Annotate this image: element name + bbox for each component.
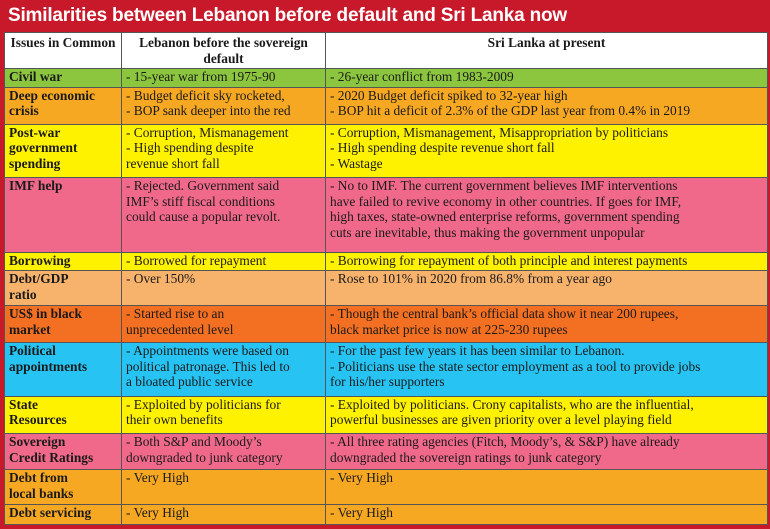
srilanka-cell-line: - Wastage — [330, 155, 383, 171]
issue-cell-line: crisis — [9, 103, 39, 119]
srilanka-cell — [326, 505, 768, 525]
lebanon-cell-line: unprecedented level — [126, 321, 234, 337]
issue-cell — [5, 434, 122, 470]
srilanka-cell-line: - No to IMF. The current government believes IMF interventions — [330, 178, 678, 194]
table-body — [5, 69, 768, 525]
srilanka-cell-line: - Corruption, Mismanagement, Misappropriation by politicians — [330, 124, 669, 140]
srilanka-cell-line: - 2020 Budget deficit spiked to 32-year high — [330, 87, 568, 103]
issue-cell-line: Post-war — [9, 124, 61, 140]
srilanka-cell — [326, 271, 768, 306]
header-srilanka-line: Sri Lanka at present — [487, 35, 606, 50]
lebanon-cell — [122, 470, 326, 505]
srilanka-cell — [326, 178, 768, 252]
lebanon-cell-line: - 15-year war from 1975-90 — [126, 69, 276, 84]
srilanka-cell-line: powerful businesses are given priority over a level playing field — [330, 412, 672, 428]
lebanon-cell-line: - Over 150% — [126, 271, 196, 287]
srilanka-cell — [326, 396, 768, 433]
srilanka-cell — [326, 87, 768, 124]
issue-cell — [5, 69, 122, 88]
lebanon-cell — [122, 87, 326, 124]
srilanka-cell-line: - BOP hit a deficit of 2.3% of the GDP last year from 0.4% in 2019 — [330, 103, 691, 119]
lebanon-cell — [122, 505, 326, 525]
lebanon-cell-line: could cause a popular revolt. — [126, 209, 281, 225]
lebanon-cell-line: - Rejected. Government said — [126, 178, 280, 194]
lebanon-cell-line: IMF’s stiff fiscal conditions — [126, 193, 275, 209]
issue-cell-line: Deep economic — [9, 87, 95, 103]
srilanka-cell-line: - Very High — [330, 470, 393, 486]
srilanka-cell-line: - Very High — [330, 505, 393, 521]
issue-cell — [5, 87, 122, 124]
lebanon-cell — [122, 124, 326, 178]
srilanka-cell-line: cuts are inevitable, thus making the government unpopular — [330, 224, 645, 240]
issue-cell-line: local banks — [9, 485, 74, 501]
lebanon-cell — [122, 271, 326, 306]
issue-cell-line: Debt/GDP — [9, 271, 69, 287]
table-row — [5, 306, 768, 343]
table-row — [5, 87, 768, 124]
srilanka-cell-line: - Rose to 101% in 2020 from 86.8% from a year ago — [330, 271, 612, 287]
issue-cell-line: Debt from — [9, 470, 68, 486]
issue-cell-line: Credit Ratings — [9, 449, 94, 465]
header-lebanon — [122, 33, 326, 69]
srilanka-cell-line: - 26-year conflict from 1983-2009 — [330, 69, 514, 84]
lebanon-cell-line: revenue short fall — [126, 155, 220, 171]
comparison-table-wrap — [4, 32, 767, 525]
table-row — [5, 343, 768, 397]
table-row — [5, 124, 768, 178]
lebanon-cell-line: - Borrowed for repayment — [126, 252, 267, 268]
table-row — [5, 252, 768, 271]
srilanka-cell-line: - Borrowing for repayment of both principle and interest payments — [330, 252, 688, 268]
lebanon-cell-line: a bloated public service — [126, 374, 253, 390]
lebanon-cell-line: - BOP sank deeper into the red — [126, 103, 291, 119]
issue-cell-line: Sovereign — [9, 434, 66, 450]
lebanon-cell-line: - Corruption, Mismanagement — [126, 124, 289, 140]
lebanon-cell-line: political patronage. This led to — [126, 358, 290, 374]
issue-cell — [5, 271, 122, 306]
issue-cell — [5, 343, 122, 397]
srilanka-cell-line: - Though the central bank’s official data show it near 200 rupees, — [330, 306, 679, 322]
lebanon-cell-line: downgraded to junk category — [126, 449, 283, 465]
header-issues-line: Common — [62, 35, 116, 50]
srilanka-cell — [326, 434, 768, 470]
issue-cell-line: appointments — [9, 358, 88, 374]
comparison-table — [4, 32, 768, 525]
header-lebanon-line: sovereign default — [203, 35, 308, 66]
issue-cell-line: Civil war — [9, 69, 63, 84]
srilanka-cell-line: downgraded the sovereign ratings to junk category — [330, 449, 602, 465]
lebanon-cell-line: - Appointments were based on — [126, 343, 289, 359]
lebanon-cell-line: - Very High — [126, 505, 189, 521]
srilanka-cell-line: - Exploited by politicians. Crony capitalists, who are the influential, — [330, 396, 694, 412]
srilanka-cell — [326, 69, 768, 88]
lebanon-cell-line: - Very High — [126, 470, 189, 486]
table-row — [5, 69, 768, 88]
srilanka-cell-line: - All three rating agencies (Fitch, Moody’s, & S&P) have already — [330, 434, 680, 450]
issue-cell-line: Political — [9, 343, 56, 359]
srilanka-cell-line: for his/her supporters — [330, 374, 445, 390]
srilanka-cell — [326, 343, 768, 397]
lebanon-cell — [122, 252, 326, 271]
issue-cell-line: IMF help — [9, 178, 63, 194]
issue-cell-line: ratio — [9, 286, 37, 302]
issue-cell — [5, 124, 122, 178]
infographic-title: Similarities between Lebanon before default and Sri Lanka now — [8, 5, 567, 26]
lebanon-cell-line: - Started rise to an — [126, 306, 225, 322]
table-row — [5, 434, 768, 470]
issue-cell — [5, 505, 122, 525]
lebanon-cell-line: - Both S&P and Moody’s — [126, 434, 262, 450]
issue-cell-line: Debt servicing — [9, 505, 92, 521]
table-row — [5, 505, 768, 525]
lebanon-cell-line: - Budget deficit sky rocketed, — [126, 87, 285, 103]
lebanon-cell — [122, 343, 326, 397]
srilanka-cell — [326, 252, 768, 271]
header-issues-line: Issues in — [10, 35, 60, 50]
srilanka-cell-line: - For the past few years it has been similar to Lebanon. — [330, 343, 625, 359]
header-srilanka — [326, 33, 768, 69]
srilanka-cell — [326, 124, 768, 178]
srilanka-cell-line: have failed to revive economy in other countries. If goes for IMF, — [330, 193, 682, 209]
header-lebanon-line: Lebanon before the — [139, 35, 251, 50]
srilanka-cell-line: high taxes, state-owned enterprise reforms, government spending — [330, 209, 680, 225]
srilanka-cell — [326, 470, 768, 505]
lebanon-cell — [122, 306, 326, 343]
lebanon-cell — [122, 396, 326, 433]
srilanka-cell-line: black market price is now at 225-230 rupees — [330, 321, 568, 337]
lebanon-cell — [122, 178, 326, 252]
issue-cell-line: government — [9, 140, 78, 156]
header-row — [5, 33, 768, 69]
issue-cell-line: Borrowing — [9, 252, 71, 268]
issue-cell — [5, 470, 122, 505]
issue-cell — [5, 178, 122, 252]
issue-cell-line: State — [9, 396, 39, 412]
srilanka-cell-line: - Politicians use the state sector employment as a tool to provide jobs — [330, 358, 701, 374]
header-issues — [5, 33, 122, 69]
issue-cell — [5, 252, 122, 271]
issue-cell-line: spending — [9, 155, 61, 171]
table-row — [5, 271, 768, 306]
lebanon-cell — [122, 69, 326, 88]
srilanka-cell — [326, 306, 768, 343]
table-row — [5, 396, 768, 433]
table-row — [5, 470, 768, 505]
table-row — [5, 178, 768, 252]
srilanka-cell-line: - High spending despite revenue short fall — [330, 140, 555, 156]
issue-cell — [5, 396, 122, 433]
lebanon-cell-line: - High spending despite — [126, 140, 254, 156]
issue-cell-line: market — [9, 321, 51, 337]
issue-cell — [5, 306, 122, 343]
issue-cell-line: Resources — [9, 412, 67, 428]
lebanon-cell-line: their own benefits — [126, 412, 223, 428]
lebanon-cell — [122, 434, 326, 470]
issue-cell-line: US$ in black — [9, 306, 82, 322]
lebanon-cell-line: - Exploited by politicians for — [126, 396, 281, 412]
